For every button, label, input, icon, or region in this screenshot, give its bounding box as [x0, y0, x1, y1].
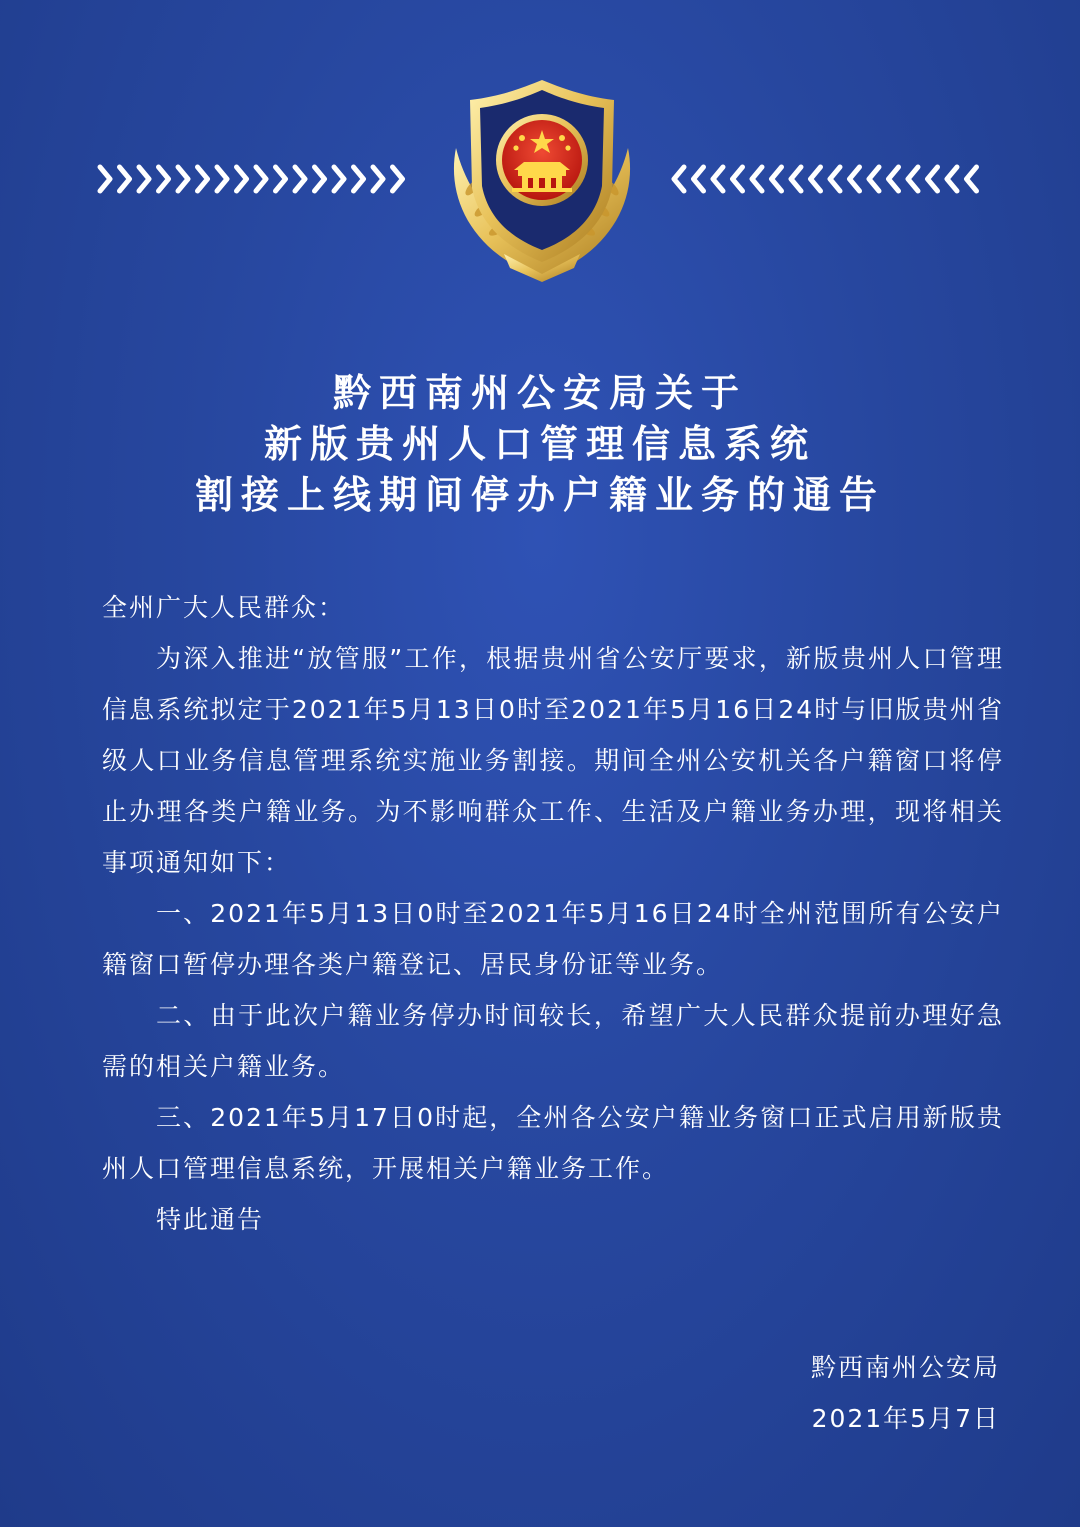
title-line-2: 新版贵州人口管理信息系统 — [263, 422, 816, 466]
salutation: 全州广大人民群众： — [102, 593, 346, 622]
closing-paragraph: 特此通告 — [156, 1205, 265, 1234]
title-line-1: 黔西南州公安局关于 — [332, 371, 747, 415]
item-2-paragraph: 二、由于此次户籍业务停办时间较长，希望广大人民群众提前办理好急需的相关户籍业务。 — [102, 1001, 1004, 1081]
double-chevron-left-icon — [668, 160, 990, 198]
notice-title — [0, 368, 1080, 521]
police-badge-icon — [442, 78, 642, 284]
double-chevron-right-icon — [96, 160, 418, 198]
notice-body — [102, 582, 1004, 1245]
signature-org: 黔西南州公安局 — [810, 1353, 1000, 1382]
intro-paragraph: 为深入推进“放管服”工作，根据贵州省公安厅要求，新版贵州人口管理信息系统拟定于2021年5月13日0时至2021年5月16日24时与旧版贵州省级人口业务信息管理系统实施业务割接。期间全州公安机关各户籍窗口将停止办理各类户籍业务。为不影响群众工作、生活及户籍业务办理，现将相关事项通知如下： — [102, 644, 1004, 877]
item-1-paragraph: 一、2021年5月13日0时至2021年5月16日24时全州范围所有公安户籍窗口暂停办理各类户籍登记、居民身份证等业务。 — [102, 899, 1004, 979]
signature-date: 2021年5月7日 — [811, 1404, 1000, 1433]
decor-chevrons-left — [96, 160, 418, 198]
item-3-paragraph: 三、2021年5月17日0时起，全州各公安户籍业务窗口正式启用新版贵州人口管理信息系统，开展相关户籍业务工作。 — [102, 1103, 1004, 1183]
title-line-3: 割接上线期间停办户籍业务的通告 — [194, 473, 885, 517]
decor-chevrons-right — [668, 160, 990, 198]
signature-block — [811, 1342, 1000, 1444]
